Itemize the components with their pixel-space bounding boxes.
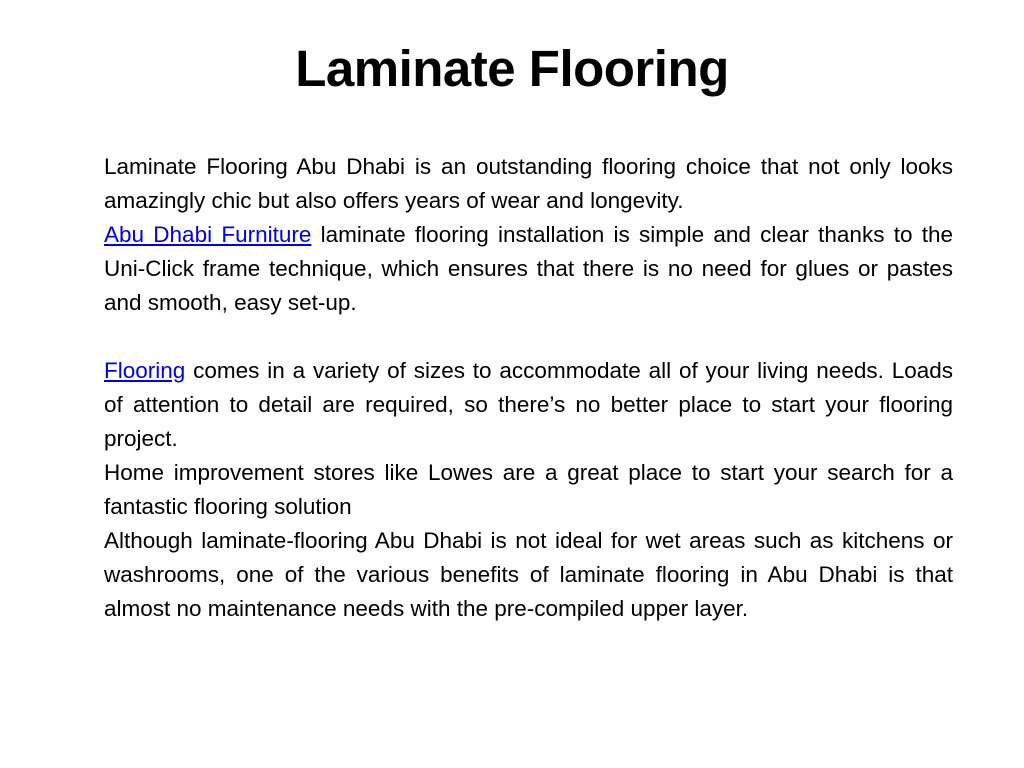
paragraph-sizes [104,354,953,456]
abu-dhabi-furniture-link[interactable]: Abu Dhabi Furniture [104,222,312,247]
paragraph-intro: Laminate Flooring Abu Dhabi is an outstanding flooring choice that not only looks amazingly chic but also offers years of wear and longevity. [104,154,953,213]
slide-body [104,150,953,626]
paragraph-sizes-text: comes in a variety of sizes to accommodate all of your living needs. Loads of attention to detail are required, so there’s no better place to start your flooring project. [104,358,953,451]
paragraph-installation-text: laminate flooring installation is simple and clear thanks to the Uni-Click frame technique, which ensures that there is no need for glues or pastes and smooth, easy set-up. [104,222,954,315]
flooring-link[interactable]: Flooring [104,358,186,383]
slide-title: Laminate Flooring [295,40,729,97]
paragraph-installation [104,218,953,320]
paragraph-maintenance: Although laminate-flooring Abu Dhabi is not ideal for wet areas such as kitchens or washrooms, one of the various benefits of laminate flooring in Abu Dhabi is that almost no maintenance needs with the pre-compiled upper layer. [104,528,953,621]
paragraph-stores: Home improvement stores like Lowes are a great place to start your search for a fantastic flooring solution [104,460,953,519]
paragraph-spacer [104,320,953,354]
